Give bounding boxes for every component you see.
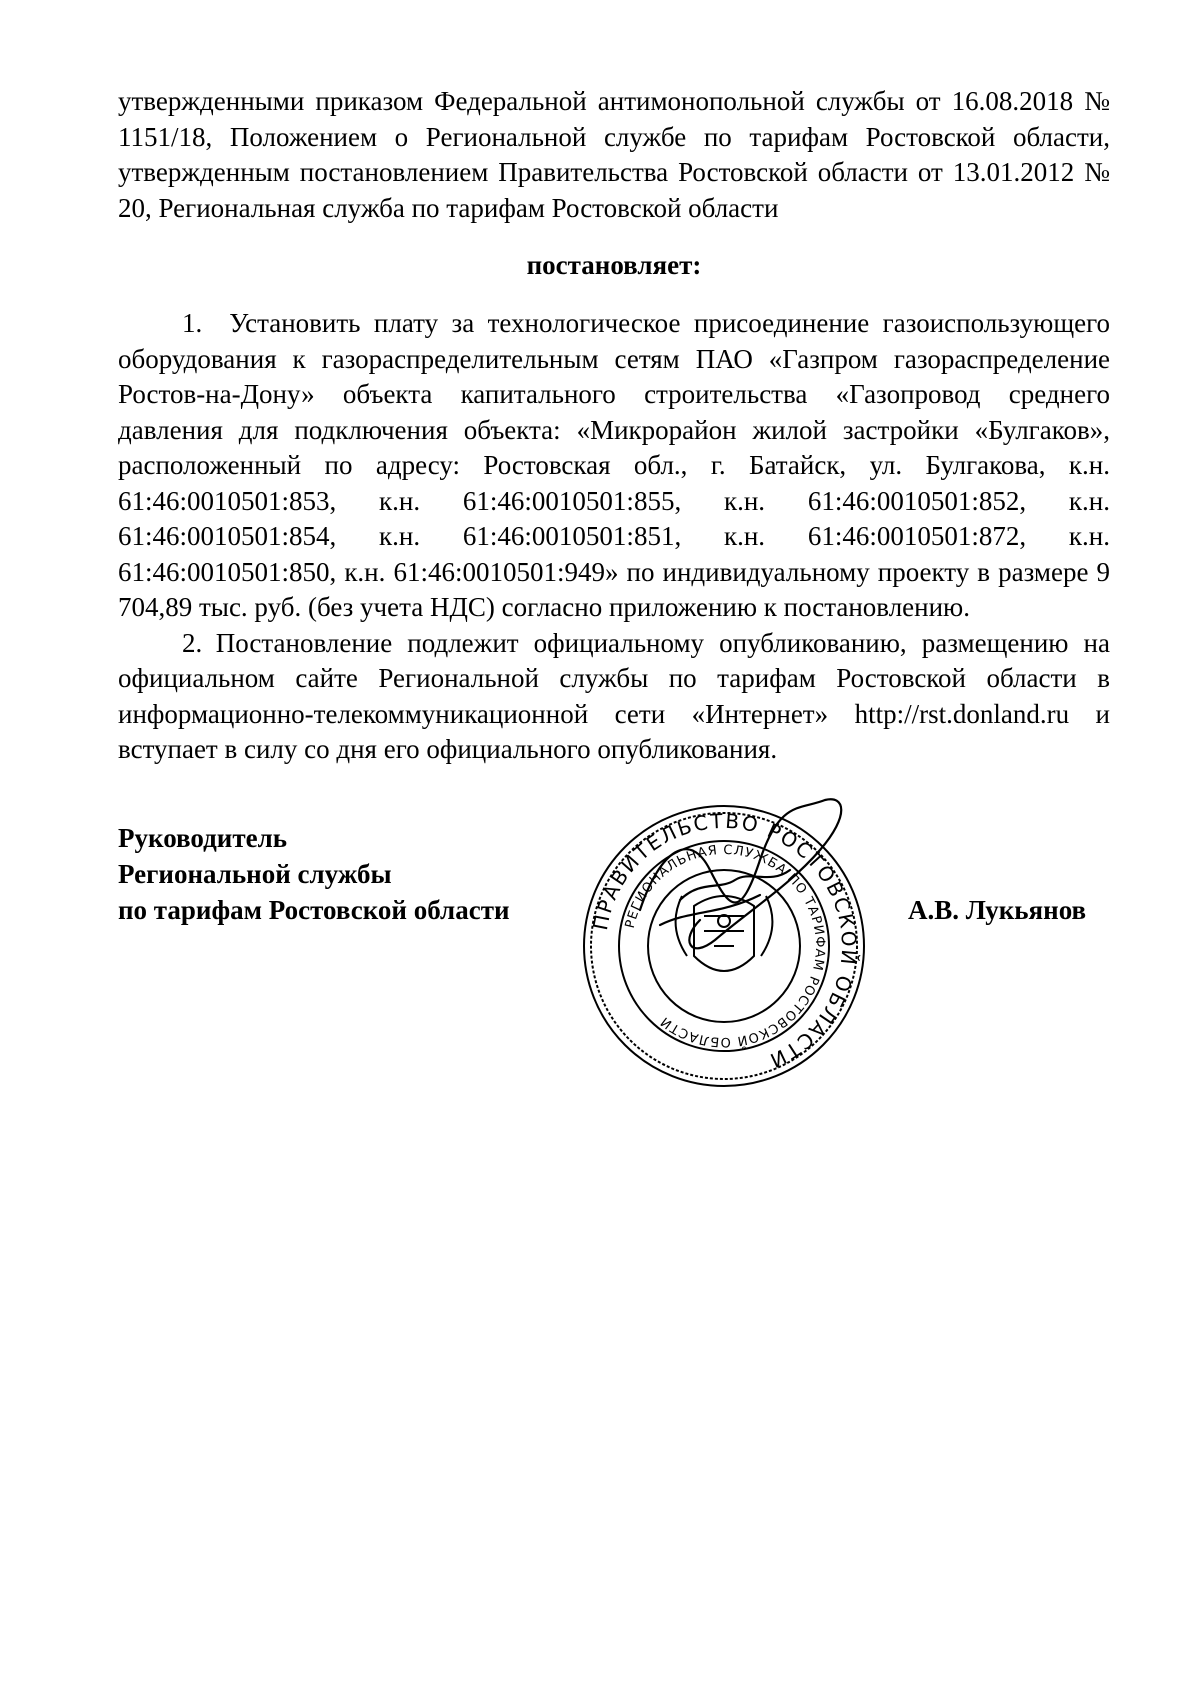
handwritten-signature-icon	[620, 790, 860, 970]
resolves-heading: постановляет:	[526, 250, 702, 280]
point-2: 2. Постановление подлежит официальному опубликованию, размещению на официальном сайте Региональной службы по тарифам Ростовской области в информационно-телекоммуникационной сети «Интернет» http://rst.donland.ru и вступает в силу со дня его официального опубликования.	[118, 627, 1110, 764]
signer-name: А.В. Лукьянов	[908, 895, 1087, 925]
signer-position-line-2: Региональной службы	[118, 859, 392, 889]
point-1: 1. Установить плату за технологическое присоединение газоиспользующего оборудования к газораспределительным сетям ПАО «Газпром газораспределение Ростов-на-Дону» объекта капитального строительства «Газопровод среднего давления для подключения объекта: «Микрорайон жилой застройки «Булгаков», расположенный по адресу: Ростовская обл., г. Батайск, ул. Булгакова, к.н. 61:46:0010501:853, к.н. 61:46:0010501:855, к.н. 61:46:0010501:852, к.н. 61:46:0010501:854, к.н. 61:46:0010501:851, к.н. 61:46:0010501:872, к.н. 61:46:0010501:850, к.н. 61:46:0010501:949» по индивидуальному проекту в размере 9 704,89 тыс. руб. (без учета НДС) согласно приложению к постановлению.	[118, 308, 1110, 622]
signer-position-line-3: по тарифам Ростовской области	[118, 895, 510, 925]
seal-outer-text: ПРАВИТЕЛЬСТВО РОСТОВСКОЙ ОБЛАСТИ	[587, 808, 862, 1074]
intro-paragraph	[118, 84, 1110, 226]
signer-position	[118, 820, 510, 928]
signer-position-line-1: Руководитель	[118, 823, 288, 853]
seal-inner-text: РЕГИОНАЛЬНАЯ СЛУЖБА ПО ТАРИФАМ РОСТОВСКОЙ ОБЛАСТИ	[622, 842, 828, 1050]
intro-text: утвержденными приказом Федеральной антимонопольной службы от 16.08.2018 № 1151/18, Положением о Региональной службе по тарифам Ростовской области, утвержденным постановлением Правительства Ростовской области от 13.01.2012 № 20, Региональная служба по тарифам Ростовской области	[118, 86, 1110, 223]
resolution-points	[118, 306, 1110, 768]
